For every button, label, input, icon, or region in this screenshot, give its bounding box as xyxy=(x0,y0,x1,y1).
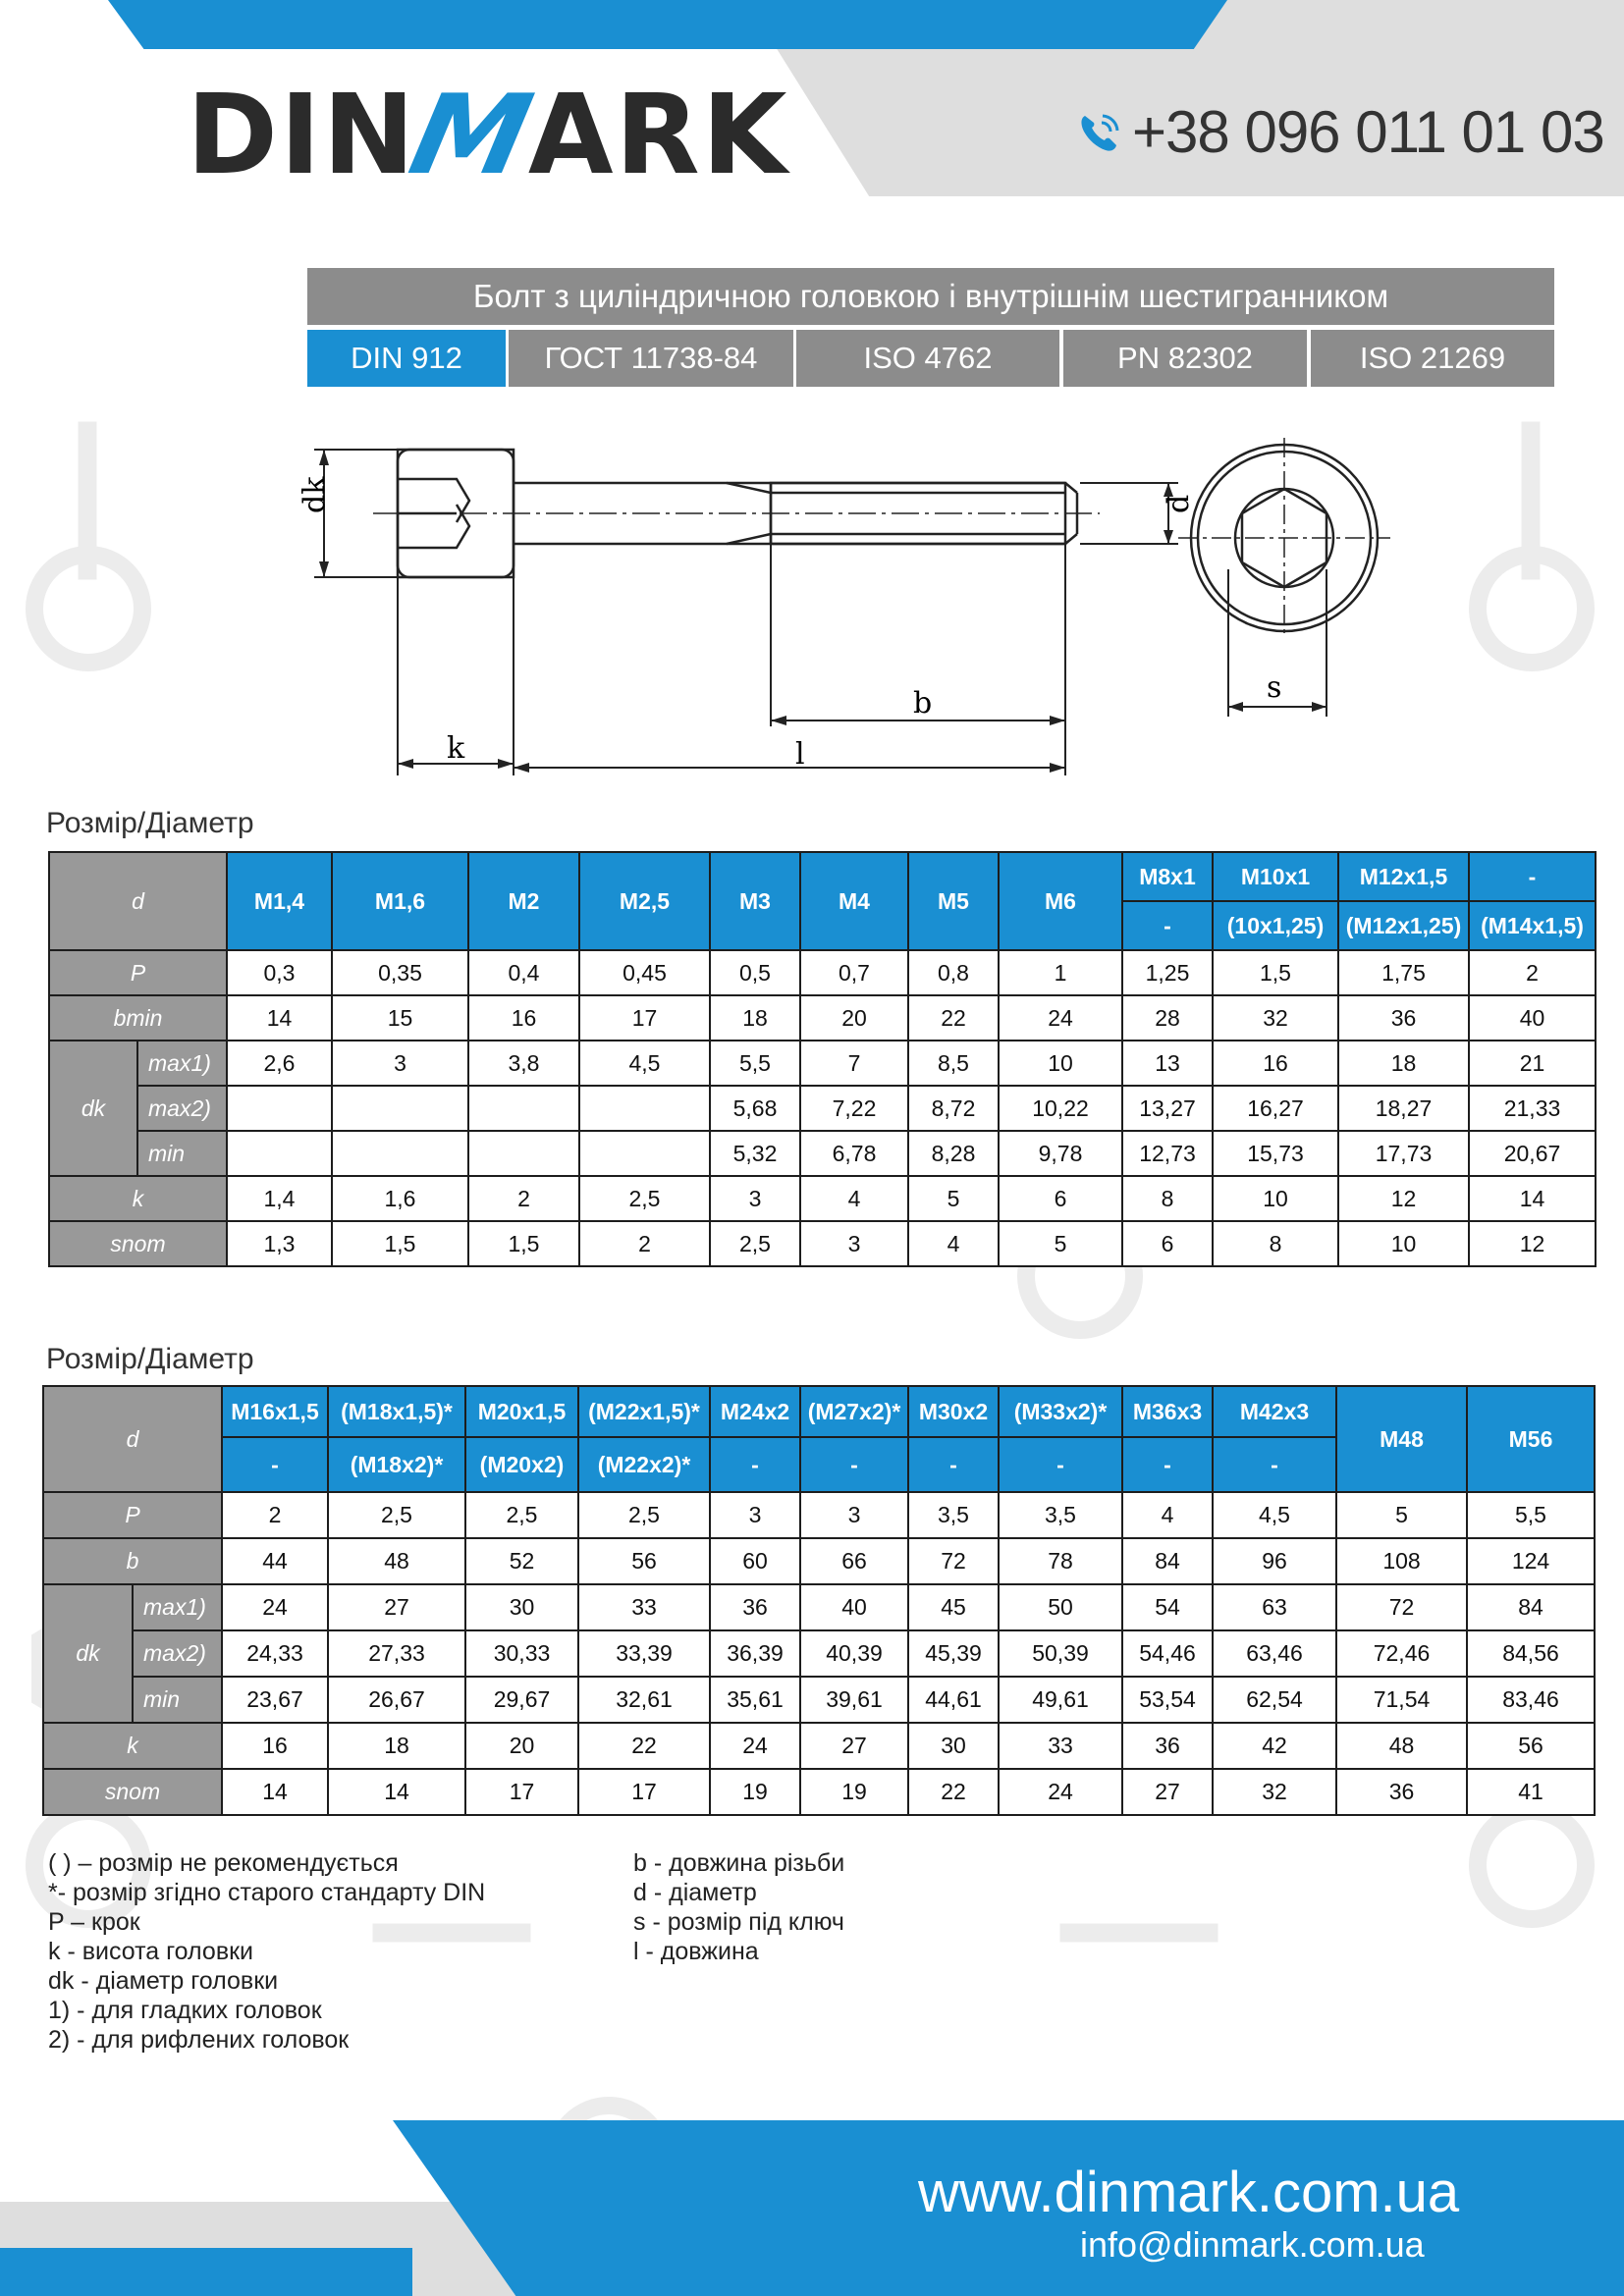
table-cell: 42 xyxy=(1213,1723,1336,1769)
table-cell: 26,67 xyxy=(328,1677,465,1723)
table-cell: 54,46 xyxy=(1122,1630,1213,1677)
table-cell xyxy=(332,1086,468,1131)
size-header-alt: - xyxy=(908,1437,999,1492)
table-cell: 52 xyxy=(465,1538,578,1584)
row-label: snom xyxy=(43,1769,222,1815)
size-header: M12x1,5 xyxy=(1338,852,1469,901)
table-cell: 0,8 xyxy=(908,950,999,995)
table-cell: 1,5 xyxy=(1213,950,1338,995)
table-cell: 0,7 xyxy=(800,950,908,995)
table-cell: 2,5 xyxy=(710,1221,800,1266)
table-cell: 50 xyxy=(999,1584,1122,1630)
legend-item: *- розмір згідно старого стандарту DIN xyxy=(48,1879,486,1906)
table-cell: 36 xyxy=(1338,995,1469,1041)
table-cell: 32,61 xyxy=(578,1677,710,1723)
table-cell: 0,4 xyxy=(468,950,579,995)
table-cell: 14 xyxy=(222,1769,328,1815)
table-cell: 30,33 xyxy=(465,1630,578,1677)
table-cell: 2,5 xyxy=(579,1176,710,1221)
website-link[interactable]: www.dinmark.com.ua xyxy=(918,2161,1460,2224)
size-header: (M27x2)* xyxy=(800,1386,908,1437)
table-cell: 6 xyxy=(999,1176,1122,1221)
table-cell: 1,5 xyxy=(468,1221,579,1266)
table-cell: 45 xyxy=(908,1584,999,1630)
table-cell: 96 xyxy=(1213,1538,1336,1584)
header-blue-band xyxy=(108,0,1227,49)
table-cell: 18 xyxy=(1338,1041,1469,1086)
table-cell: 19 xyxy=(710,1769,800,1815)
table-cell: 21,33 xyxy=(1469,1086,1596,1131)
table-cell: 56 xyxy=(1467,1723,1595,1769)
legend-left xyxy=(48,1848,485,2055)
table-cell: 17 xyxy=(579,995,710,1041)
table-cell: 16 xyxy=(222,1723,328,1769)
table-cell: 40 xyxy=(800,1584,908,1630)
table-cell: 27,33 xyxy=(328,1630,465,1677)
table-cell: 1 xyxy=(999,950,1122,995)
table-cell: 23,67 xyxy=(222,1677,328,1723)
table-cell: 22 xyxy=(908,1769,999,1815)
table-cell: 10 xyxy=(1338,1221,1469,1266)
table-cell: 0,45 xyxy=(579,950,710,995)
size-header: (M18x1,5)* xyxy=(328,1386,465,1437)
legend-item: d - діаметр xyxy=(633,1879,757,1906)
legend-right xyxy=(633,1848,844,1966)
table-cell: 16 xyxy=(1213,1041,1338,1086)
table-cell: 1,6 xyxy=(332,1176,468,1221)
dk-label: dk xyxy=(298,476,332,513)
row-label: b xyxy=(43,1538,222,1584)
table-cell: 19 xyxy=(800,1769,908,1815)
table-cell: 2,6 xyxy=(227,1041,332,1086)
table-cell: 5,5 xyxy=(1467,1492,1595,1538)
table-cell: 3 xyxy=(710,1176,800,1221)
table-cell: 4 xyxy=(1122,1492,1213,1538)
table-cell: 2,5 xyxy=(465,1492,578,1538)
legend-item: s - розмір під ключ xyxy=(633,1908,844,1936)
table-cell xyxy=(579,1131,710,1176)
size-header: M3 xyxy=(710,852,800,950)
table-cell: 13,27 xyxy=(1122,1086,1213,1131)
table-cell: 8,28 xyxy=(908,1131,999,1176)
table-cell xyxy=(468,1086,579,1131)
table-cell: 0,3 xyxy=(227,950,332,995)
table-cell: 2,5 xyxy=(578,1492,710,1538)
table-cell: 48 xyxy=(1336,1723,1467,1769)
table-cell: 15,73 xyxy=(1213,1131,1338,1176)
table-cell: 2,5 xyxy=(328,1492,465,1538)
table-cell: 24 xyxy=(222,1584,328,1630)
legend-item: ( ) – розмір не рекомендується xyxy=(48,1849,399,1877)
size-header: M8x1 xyxy=(1122,852,1213,901)
table-cell xyxy=(227,1131,332,1176)
table-cell: 28 xyxy=(1122,995,1213,1041)
table-cell: 12 xyxy=(1469,1221,1596,1266)
table-cell: 8,5 xyxy=(908,1041,999,1086)
table-cell: 3 xyxy=(710,1492,800,1538)
size-header: M6 xyxy=(999,852,1122,950)
table-cell: 40 xyxy=(1469,995,1596,1041)
size-header-alt: - xyxy=(999,1437,1122,1492)
table-cell: 41 xyxy=(1467,1769,1595,1815)
size-header: M42x3 xyxy=(1213,1386,1336,1437)
size-header-alt: - xyxy=(1122,901,1213,950)
size-header: M10x1 xyxy=(1213,852,1338,901)
table-cell: 5,32 xyxy=(710,1131,800,1176)
section-label-2: Розмір/Діаметр xyxy=(46,1343,254,1375)
table-cell: 63,46 xyxy=(1213,1630,1336,1677)
size-header: M36x3 xyxy=(1122,1386,1213,1437)
size-header-alt: - xyxy=(1213,1437,1336,1492)
table-cell: 49,61 xyxy=(999,1677,1122,1723)
table-cell: 0,35 xyxy=(332,950,468,995)
row-sublabel: max2) xyxy=(133,1630,222,1677)
size-header-alt: (M22x2)* xyxy=(578,1437,710,1492)
table-cell: 33,39 xyxy=(578,1630,710,1677)
table-cell: 14 xyxy=(227,995,332,1041)
size-header: M56 xyxy=(1467,1386,1595,1492)
table-cell: 72 xyxy=(908,1538,999,1584)
table-cell: 14 xyxy=(1469,1176,1596,1221)
standard-iso4762: ISO 4762 xyxy=(796,330,1059,387)
table-cell: 20 xyxy=(465,1723,578,1769)
size-header: M24x2 xyxy=(710,1386,800,1437)
table-cell: 22 xyxy=(578,1723,710,1769)
size-header: M20x1,5 xyxy=(465,1386,578,1437)
product-title: Болт з циліндричною головкою і внутрішнім шестигранником xyxy=(307,268,1554,325)
size-header: M5 xyxy=(908,852,999,950)
footer-blue-strip xyxy=(0,2248,412,2296)
table-cell: 7 xyxy=(800,1041,908,1086)
table-cell: 29,67 xyxy=(465,1677,578,1723)
legend-item: k - висота головки xyxy=(48,1938,253,1965)
legend-item: 2) - для рифлених головок xyxy=(48,2026,350,2054)
table-cell: 5 xyxy=(1336,1492,1467,1538)
table-cell: 1,25 xyxy=(1122,950,1213,995)
table-cell: 22 xyxy=(908,995,999,1041)
table-cell: 17,73 xyxy=(1338,1131,1469,1176)
spec-table-1 xyxy=(48,851,1597,1267)
row-sublabel: min xyxy=(133,1677,222,1723)
size-header-alt: (M20x2) xyxy=(465,1437,578,1492)
table-cell xyxy=(468,1131,579,1176)
email-link[interactable]: info@dinmark.com.ua xyxy=(1080,2224,1425,2265)
table-cell: 71,54 xyxy=(1336,1677,1467,1723)
table-cell: 1,5 xyxy=(332,1221,468,1266)
size-header: (M22x1,5)* xyxy=(578,1386,710,1437)
table-cell: 3 xyxy=(800,1492,908,1538)
row-label: P xyxy=(49,950,227,995)
table-cell xyxy=(579,1086,710,1131)
table-cell: 27 xyxy=(328,1584,465,1630)
table-cell: 84 xyxy=(1122,1538,1213,1584)
table-cell: 40,39 xyxy=(800,1630,908,1677)
table-cell: 84,56 xyxy=(1467,1630,1595,1677)
table-cell: 27 xyxy=(800,1723,908,1769)
table-cell: 72,46 xyxy=(1336,1630,1467,1677)
table-cell: 20 xyxy=(800,995,908,1041)
table-cell: 6,78 xyxy=(800,1131,908,1176)
table-cell: 4,5 xyxy=(579,1041,710,1086)
legend-item: b - довжина різьби xyxy=(633,1849,845,1877)
standard-pn: PN 82302 xyxy=(1063,330,1307,387)
s-label: s xyxy=(1267,670,1282,705)
table-cell: 30 xyxy=(908,1723,999,1769)
table-cell: 9,78 xyxy=(999,1131,1122,1176)
table-cell: 17 xyxy=(465,1769,578,1815)
table-cell: 10 xyxy=(999,1041,1122,1086)
table-cell: 33 xyxy=(578,1584,710,1630)
dinmark-logo: DINMARK xyxy=(187,72,789,199)
table-cell: 32 xyxy=(1213,1769,1336,1815)
d-label: d xyxy=(1162,494,1196,513)
table-cell: 2 xyxy=(1469,950,1596,995)
bolt-drawing xyxy=(295,432,1404,785)
table-cell: 8 xyxy=(1122,1176,1213,1221)
table-cell: 3,8 xyxy=(468,1041,579,1086)
size-header-alt: - xyxy=(800,1437,908,1492)
row-label: snom xyxy=(49,1221,227,1266)
table-cell: 16 xyxy=(468,995,579,1041)
row-sublabel: max1) xyxy=(133,1584,222,1630)
size-header: - xyxy=(1469,852,1596,901)
table-cell: 36,39 xyxy=(710,1630,800,1677)
standard-din912: DIN 912 xyxy=(307,330,506,387)
size-header-alt: (M14x1,5) xyxy=(1469,901,1596,950)
table-cell xyxy=(227,1086,332,1131)
table-cell: 17 xyxy=(578,1769,710,1815)
table-cell: 66 xyxy=(800,1538,908,1584)
size-header: M2,5 xyxy=(579,852,710,950)
row-sublabel: min xyxy=(137,1131,227,1176)
table-cell: 32 xyxy=(1213,995,1338,1041)
row-sublabel: max2) xyxy=(137,1086,227,1131)
table-cell: 3,5 xyxy=(999,1492,1122,1538)
size-header: M30x2 xyxy=(908,1386,999,1437)
table-cell: 72 xyxy=(1336,1584,1467,1630)
legend-item: P – крок xyxy=(48,1908,140,1936)
row-label: P xyxy=(43,1492,222,1538)
dk-label: dk xyxy=(43,1584,133,1723)
table-cell: 24 xyxy=(710,1723,800,1769)
table-cell: 48 xyxy=(328,1538,465,1584)
table-cell: 1,3 xyxy=(227,1221,332,1266)
table-cell: 2 xyxy=(579,1221,710,1266)
size-header: M48 xyxy=(1336,1386,1467,1492)
table-cell: 33 xyxy=(999,1723,1122,1769)
table-cell: 18 xyxy=(328,1723,465,1769)
size-header-alt: - xyxy=(710,1437,800,1492)
table-cell: 63 xyxy=(1213,1584,1336,1630)
table-cell: 36 xyxy=(1336,1769,1467,1815)
table-cell: 5 xyxy=(908,1176,999,1221)
phone-number[interactable]: +38 096 011 01 03 xyxy=(1132,99,1604,165)
table-cell: 4 xyxy=(908,1221,999,1266)
d-header: d xyxy=(49,852,227,950)
table-cell: 24 xyxy=(999,1769,1122,1815)
legend-item: 1) - для гладких головок xyxy=(48,1997,322,2024)
table-cell: 56 xyxy=(578,1538,710,1584)
table-cell: 1,75 xyxy=(1338,950,1469,995)
table-cell: 108 xyxy=(1336,1538,1467,1584)
size-header-alt: (10x1,25) xyxy=(1213,901,1338,950)
table-cell: 44,61 xyxy=(908,1677,999,1723)
table-cell: 3 xyxy=(800,1221,908,1266)
table-cell: 0,5 xyxy=(710,950,800,995)
table-cell: 18,27 xyxy=(1338,1086,1469,1131)
table-cell: 83,46 xyxy=(1467,1677,1595,1723)
row-label: k xyxy=(43,1723,222,1769)
table-cell: 45,39 xyxy=(908,1630,999,1677)
table-cell: 3 xyxy=(332,1041,468,1086)
table-cell: 2 xyxy=(222,1492,328,1538)
d-header: d xyxy=(43,1386,222,1492)
l-label: l xyxy=(795,737,805,772)
size-header: M1,6 xyxy=(332,852,468,950)
table-cell: 18 xyxy=(710,995,800,1041)
table-cell: 78 xyxy=(999,1538,1122,1584)
table-cell: 8,72 xyxy=(908,1086,999,1131)
legend-item: dk - діаметр головки xyxy=(48,1967,279,1995)
size-header: M1,4 xyxy=(227,852,332,950)
table-cell: 39,61 xyxy=(800,1677,908,1723)
size-header: M2 xyxy=(468,852,579,950)
table-cell: 124 xyxy=(1467,1538,1595,1584)
size-header-alt: - xyxy=(1122,1437,1213,1492)
dk-label: dk xyxy=(49,1041,137,1176)
table-cell: 54 xyxy=(1122,1584,1213,1630)
table-cell: 10 xyxy=(1213,1176,1338,1221)
table-cell: 27 xyxy=(1122,1769,1213,1815)
size-header: M4 xyxy=(800,852,908,950)
spec-table-2 xyxy=(42,1385,1596,1816)
table-cell: 24 xyxy=(999,995,1122,1041)
table-cell: 4 xyxy=(800,1176,908,1221)
row-label: bmin xyxy=(49,995,227,1041)
table-cell: 1,4 xyxy=(227,1176,332,1221)
table-cell: 30 xyxy=(465,1584,578,1630)
table-cell: 5,68 xyxy=(710,1086,800,1131)
table-cell: 7,22 xyxy=(800,1086,908,1131)
phone-icon xyxy=(1075,108,1124,157)
legend-item: l - довжина xyxy=(633,1938,759,1965)
size-header: M16x1,5 xyxy=(222,1386,328,1437)
table-cell: 5,5 xyxy=(710,1041,800,1086)
table-cell: 5 xyxy=(999,1221,1122,1266)
standard-gost: ГОСТ 11738-84 xyxy=(509,330,793,387)
table-cell: 2 xyxy=(468,1176,579,1221)
table-cell: 44 xyxy=(222,1538,328,1584)
table-cell: 21 xyxy=(1469,1041,1596,1086)
table-cell xyxy=(332,1131,468,1176)
table-cell: 4,5 xyxy=(1213,1492,1336,1538)
row-label: k xyxy=(49,1176,227,1221)
table-cell: 62,54 xyxy=(1213,1677,1336,1723)
table-cell: 84 xyxy=(1467,1584,1595,1630)
table-cell: 16,27 xyxy=(1213,1086,1338,1131)
section-label-1: Розмір/Діаметр xyxy=(46,807,254,839)
table-cell: 24,33 xyxy=(222,1630,328,1677)
size-header-alt: - xyxy=(222,1437,328,1492)
table-cell: 35,61 xyxy=(710,1677,800,1723)
table-cell: 53,54 xyxy=(1122,1677,1213,1723)
table-cell: 60 xyxy=(710,1538,800,1584)
table-cell: 14 xyxy=(328,1769,465,1815)
table-cell: 3,5 xyxy=(908,1492,999,1538)
standard-iso21269: ISO 21269 xyxy=(1311,330,1554,387)
table-cell: 6 xyxy=(1122,1221,1213,1266)
k-label: k xyxy=(447,731,465,766)
table-cell: 36 xyxy=(1122,1723,1213,1769)
b-label: b xyxy=(913,686,933,721)
size-header-alt: (M18x2)* xyxy=(328,1437,465,1492)
table-cell: 12 xyxy=(1338,1176,1469,1221)
table-cell: 13 xyxy=(1122,1041,1213,1086)
table-cell: 15 xyxy=(332,995,468,1041)
table-cell: 12,73 xyxy=(1122,1131,1213,1176)
table-cell: 50,39 xyxy=(999,1630,1122,1677)
table-cell: 10,22 xyxy=(999,1086,1122,1131)
table-cell: 20,67 xyxy=(1469,1131,1596,1176)
size-header: (M33x2)* xyxy=(999,1386,1122,1437)
table-cell: 8 xyxy=(1213,1221,1338,1266)
size-header-alt: (M12x1,25) xyxy=(1338,901,1469,950)
table-cell: 36 xyxy=(710,1584,800,1630)
row-sublabel: max1) xyxy=(137,1041,227,1086)
